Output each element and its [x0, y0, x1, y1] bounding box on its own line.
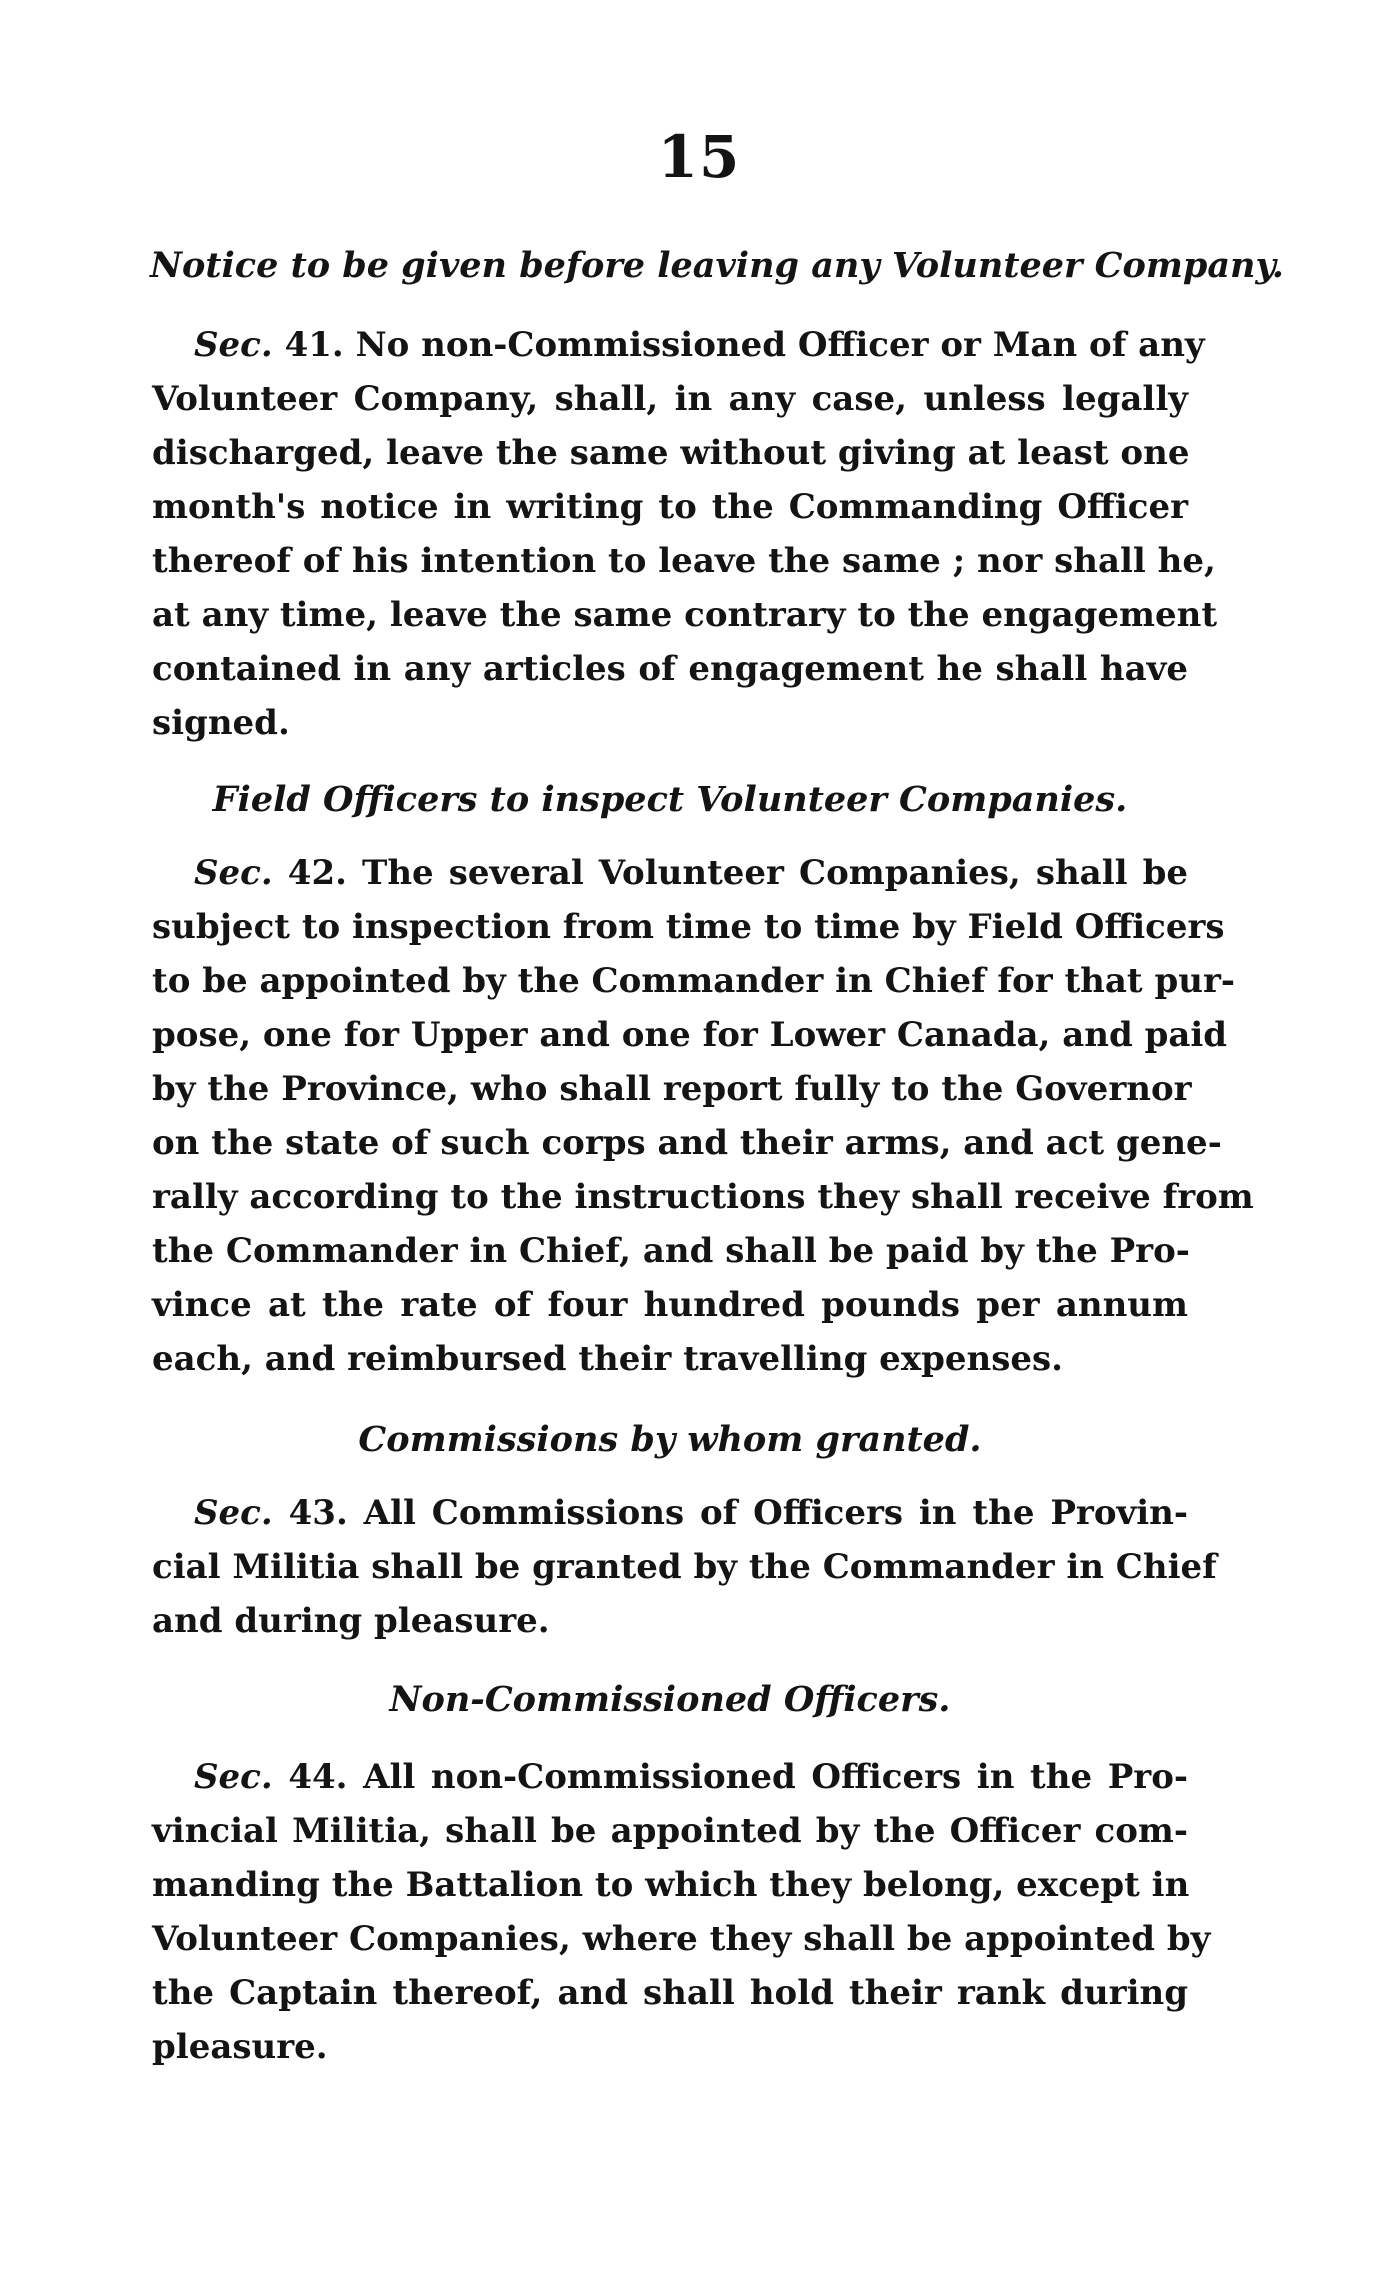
section-line: pose, one for Upper and one for Lower Canada, and paid	[152, 1015, 1228, 1055]
section-number: 41.	[284, 325, 344, 365]
section-label: Sec.	[194, 325, 273, 365]
section-heading-42: Field Officers to inspect Volunteer Companies.	[212, 779, 1128, 820]
section-line: the Commander in Chief, and shall be paid by the Pro-	[152, 1231, 1190, 1271]
section-line: month's notice in writing to the Commanding Officer	[152, 487, 1188, 527]
section-heading-41: Notice to be given before leaving any Volunteer Company.	[150, 245, 1284, 286]
section-heading-44: Non-Commissioned Officers.	[389, 1679, 951, 1720]
section-line: on the state of such corps and their arms, and act gene-	[152, 1123, 1222, 1163]
section-43	[152, 1486, 1217, 1648]
section-line: cial Militia shall be granted by the Commander in Chief	[152, 1547, 1217, 1587]
section-line: at any time, leave the same contrary to the engagement	[152, 595, 1218, 635]
page-number: 15	[657, 123, 741, 191]
section-line: subject to inspection from time to time by Field Officers	[152, 907, 1225, 947]
section-line: pleasure.	[152, 2027, 328, 2067]
section-heading-43: Commissions by whom granted.	[358, 1419, 982, 1460]
section-42	[152, 846, 1254, 1386]
section-line: manding the Battalion to which they belong, except in	[152, 1865, 1190, 1905]
section-number: 43.	[288, 1493, 348, 1533]
section-text: All Commissions of Officers in the Provin-	[363, 1493, 1189, 1533]
section-line: signed.	[152, 703, 290, 743]
section-line: each, and reimbursed their travelling expenses.	[152, 1339, 1063, 1379]
section-line: thereof of his intention to leave the same ; nor shall he,	[152, 541, 1216, 581]
section-41	[152, 318, 1218, 750]
section-line: discharged, leave the same without giving at least one	[152, 433, 1190, 473]
section-line: the Captain thereof, and shall hold their rank during	[152, 1973, 1188, 2013]
section-line: contained in any articles of engagement he shall have	[152, 649, 1188, 689]
section-text: All non-Commissioned Officers in the Pro-	[363, 1757, 1188, 1797]
section-text: No non-Commissioned Officer or Man of any	[355, 325, 1205, 365]
section-line	[152, 1486, 1188, 1540]
section-number: 42.	[287, 853, 347, 893]
section-line: and during pleasure.	[152, 1601, 550, 1641]
section-line: by the Province, who shall report fully to the Governor	[152, 1069, 1192, 1109]
section-line: rally according to the instructions they shall receive from	[152, 1177, 1254, 1217]
section-line: to be appointed by the Commander in Chief for that pur-	[152, 961, 1235, 1001]
section-label: Sec.	[194, 1493, 273, 1533]
section-number: 44.	[288, 1757, 348, 1797]
section-label: Sec.	[194, 853, 273, 893]
section-label: Sec.	[194, 1757, 273, 1797]
section-line: Volunteer Company, shall, in any case, unless legally	[152, 379, 1188, 419]
section-44	[152, 1750, 1211, 2074]
section-line	[152, 846, 1188, 900]
section-line	[152, 1750, 1188, 1804]
section-line	[152, 318, 1205, 372]
section-line: vince at the rate of four hundred pounds per annum	[152, 1285, 1188, 1325]
section-line: vincial Militia, shall be appointed by the Officer com-	[152, 1811, 1188, 1851]
section-line: Volunteer Companies, where they shall be appointed by	[152, 1919, 1211, 1959]
section-text: The several Volunteer Companies, shall be	[362, 853, 1188, 893]
